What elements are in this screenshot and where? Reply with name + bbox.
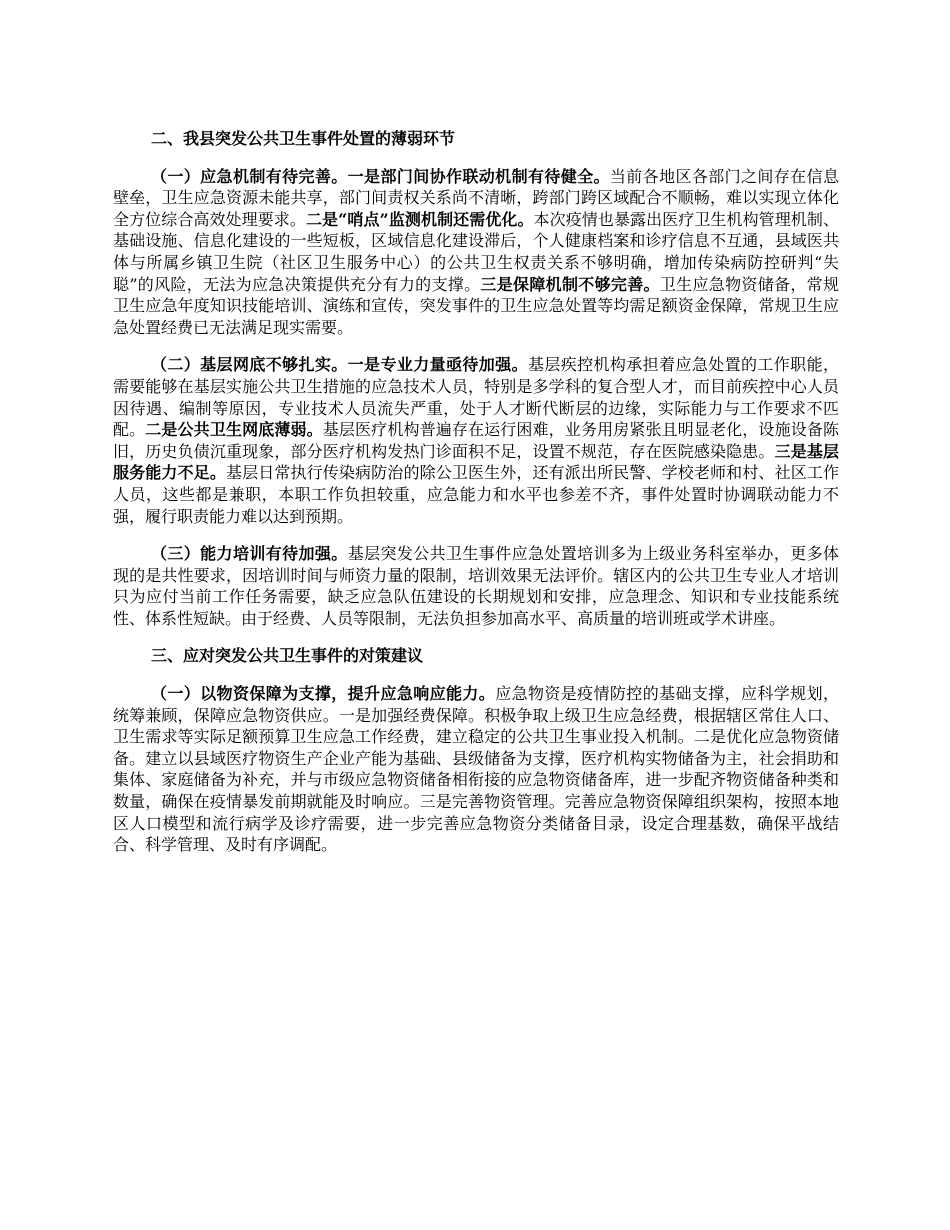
paragraph-text: 基层突发公共卫生事件应急处置培训多为上级业务科室举办，更多体现的是共性要求，因培训时间与师资力量的限制，培训效果无法评价。辖区内的公共卫生专业人才培训只为应付当前工作任务需要，缺乏应急队伍建设的长期规划和安排，应急理念、知识和专业技能系统性、体系性短缺。由于经费、人员等限制，无法负担参加高水平、高质量的培训班或学术讲座。	[113, 544, 839, 628]
point-1-title: 一是专业力量亟待加强。	[347, 355, 528, 375]
point-2-title: 二是公共卫生网底薄弱。	[145, 420, 323, 440]
point-2-title: 二是“哨点”监测机制还需优化。	[305, 209, 534, 229]
paragraph-lead: （一）应急机制有待完善。	[151, 166, 348, 186]
point-2-text: 本次疫情也暴露出医疗卫生机构管理机制、基础设施、信息化建设的一些短板，区域信息化建设滞后，个人健康档案和诊疗信息不互通，县域医共体与所属乡镇卫生院（社区卫生服务中心）的公共卫生权责关系不够明确，增加传染病防控研判“失聪”的风险，无法为应急决策提供充分有力的支撑。	[113, 209, 839, 294]
point-1-title: 一是部门间协作联动机制有待健全。	[347, 166, 610, 186]
paragraph-lead: （一）以物资保障为支撑，提升应急响应能力。	[151, 684, 496, 704]
point-2-text: 基层医疗机构普遍存在运行困难，业务用房紧张且明显老化，设施设备陈旧，历史负债沉重现象，部分医疗机构发热门诊面积不足，设置不规范，存在医院感染隐患。	[113, 420, 839, 461]
paragraph-grassroots-network	[113, 354, 839, 527]
point-1-text: 基层疾控机构承担着应急处置的工作职能，需要能够在基层实施公共卫生措施的应急技术人员，特别是多学科的复合型人才，而目前疾控中心人员因待遇、编制等原因，专业技术人员流失严重，处于人才断代断层的边缘，实际能力与工作要求不匹配。	[113, 355, 839, 440]
paragraph-lead: （二）基层网底不够扎实。	[151, 355, 348, 375]
point-3-title: 三是基层服务能力不足。	[113, 441, 839, 483]
paragraph-lead: （三）能力培训有待加强。	[151, 544, 348, 564]
point-1-text: 当前各地区各部门之间存在信息壁垒，卫生应急资源未能共享，部门间责权关系尚不清晰，跨部门跨区域配合不顺畅，难以实现立体化全方位综合高效处理要求。	[113, 166, 839, 229]
point-3-text: 卫生应急物资储备，常规卫生应急年度知识技能培训、演练和宣传，突发事件的卫生应急处置等均需足额资金保障，常规卫生应急处置经费已无法满足现实需要。	[113, 274, 839, 337]
paragraph-training	[113, 543, 839, 629]
paragraph-emergency-mechanism	[113, 166, 839, 339]
paragraph-text: 应急物资是疫情防控的基础支撑，应科学规划，统筹兼顾，保障应急物资供应。一是加强经费保障。积极争取上级卫生应急经费，根据辖区常住人口、卫生需求等实际足额预算卫生应急工作经费，建立稳定的公共卫生事业投入机制。二是优化应急物资储备。建立以县域医疗物资生产企业产能为基础、县级储备为支撑，医疗机构实物储备为主，社会捐助和集体、家庭储备为补充，并与市级应急物资储备相衔接的应急物资储备库，进一步配齐物资储备种类和数量，确保在疫情暴发前期就能及时响应。三是完善物资管理。完善应急物资保障组织架构，按照本地区人口模型和流行病学及诊疗需要，进一步完善应急物资分类储备目录，设定合理基数，确保平战结合、科学管理、及时有序调配。	[113, 684, 839, 855]
point-3-text: 基层日常执行传染病防治的除公卫医生外，还有派出所民警、学校老师和村、社区工作人员，这些都是兼职，本职工作负担较重，应急能力和水平也参差不齐，事件处置时协调联动能力不强，履行职责能力难以达到预期。	[113, 463, 839, 526]
section-heading-3: 三、应对突发公共卫生事件的对策建议	[151, 646, 424, 666]
paragraph-material-support	[113, 683, 839, 856]
document-body	[113, 128, 839, 872]
section-heading-2: 二、我县突发公共卫生事件处置的薄弱环节	[151, 129, 456, 148]
point-3-title: 三是保障机制不够完善。	[480, 274, 660, 294]
